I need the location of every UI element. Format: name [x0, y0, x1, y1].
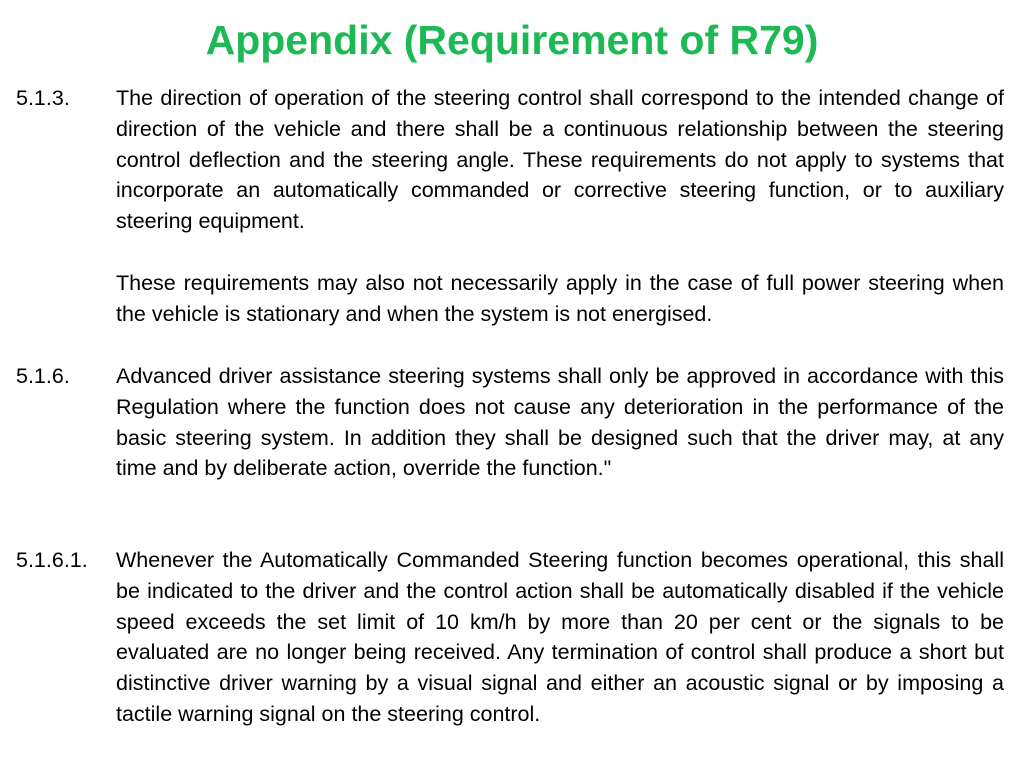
section-number: 5.1.6.1.: [16, 548, 88, 572]
section-paragraph: Advanced driver assistance steering systems shall only be approved in accordance with this Regulation where the function does not cause any deterioration in the performance of the basic steering system. In addition they shall be designed such that the driver may, at any time and by deliberate action, override the function.": [116, 364, 1004, 481]
page-title: Appendix (Requirement of R79): [205, 17, 819, 63]
section-body: [116, 361, 1004, 484]
section-5-1-6: [16, 361, 1004, 484]
section-paragraph: These requirements may also not necessarily apply in the case of full power steering when the vehicle is stationary and when the system is not energised.: [116, 270, 1004, 326]
section-5-1-3: [16, 83, 1004, 329]
section-body: [116, 545, 1004, 730]
section-number: 5.1.3.: [16, 86, 70, 110]
section-paragraph: The direction of operation of the steering control shall correspond to the intended change of direction of the vehicle and there shall be a continuous relationship between the steering control deflection and the steering angle. These requirements do not apply to systems that incorporate an automatically commanded or corrective steering function, or to auxiliary steering equipment.: [116, 86, 1004, 234]
section-paragraph: Whenever the Automatically Commanded Steering function becomes operational, this shall be indicated to the driver and the control action shall be automatically disabled if the vehicle speed exceeds the set limit of 10 km/h by more than 20 per cent or the signals to be evaluated are no longer being received. Any termination of control shall produce a short but distinctive driver warning by a visual signal and either an acoustic signal or by imposing a tactile warning signal on the steering control.: [116, 548, 1004, 726]
section-number: 5.1.6.: [16, 364, 70, 388]
section-body: [116, 83, 1004, 329]
section-5-1-6-1: [16, 545, 1004, 730]
